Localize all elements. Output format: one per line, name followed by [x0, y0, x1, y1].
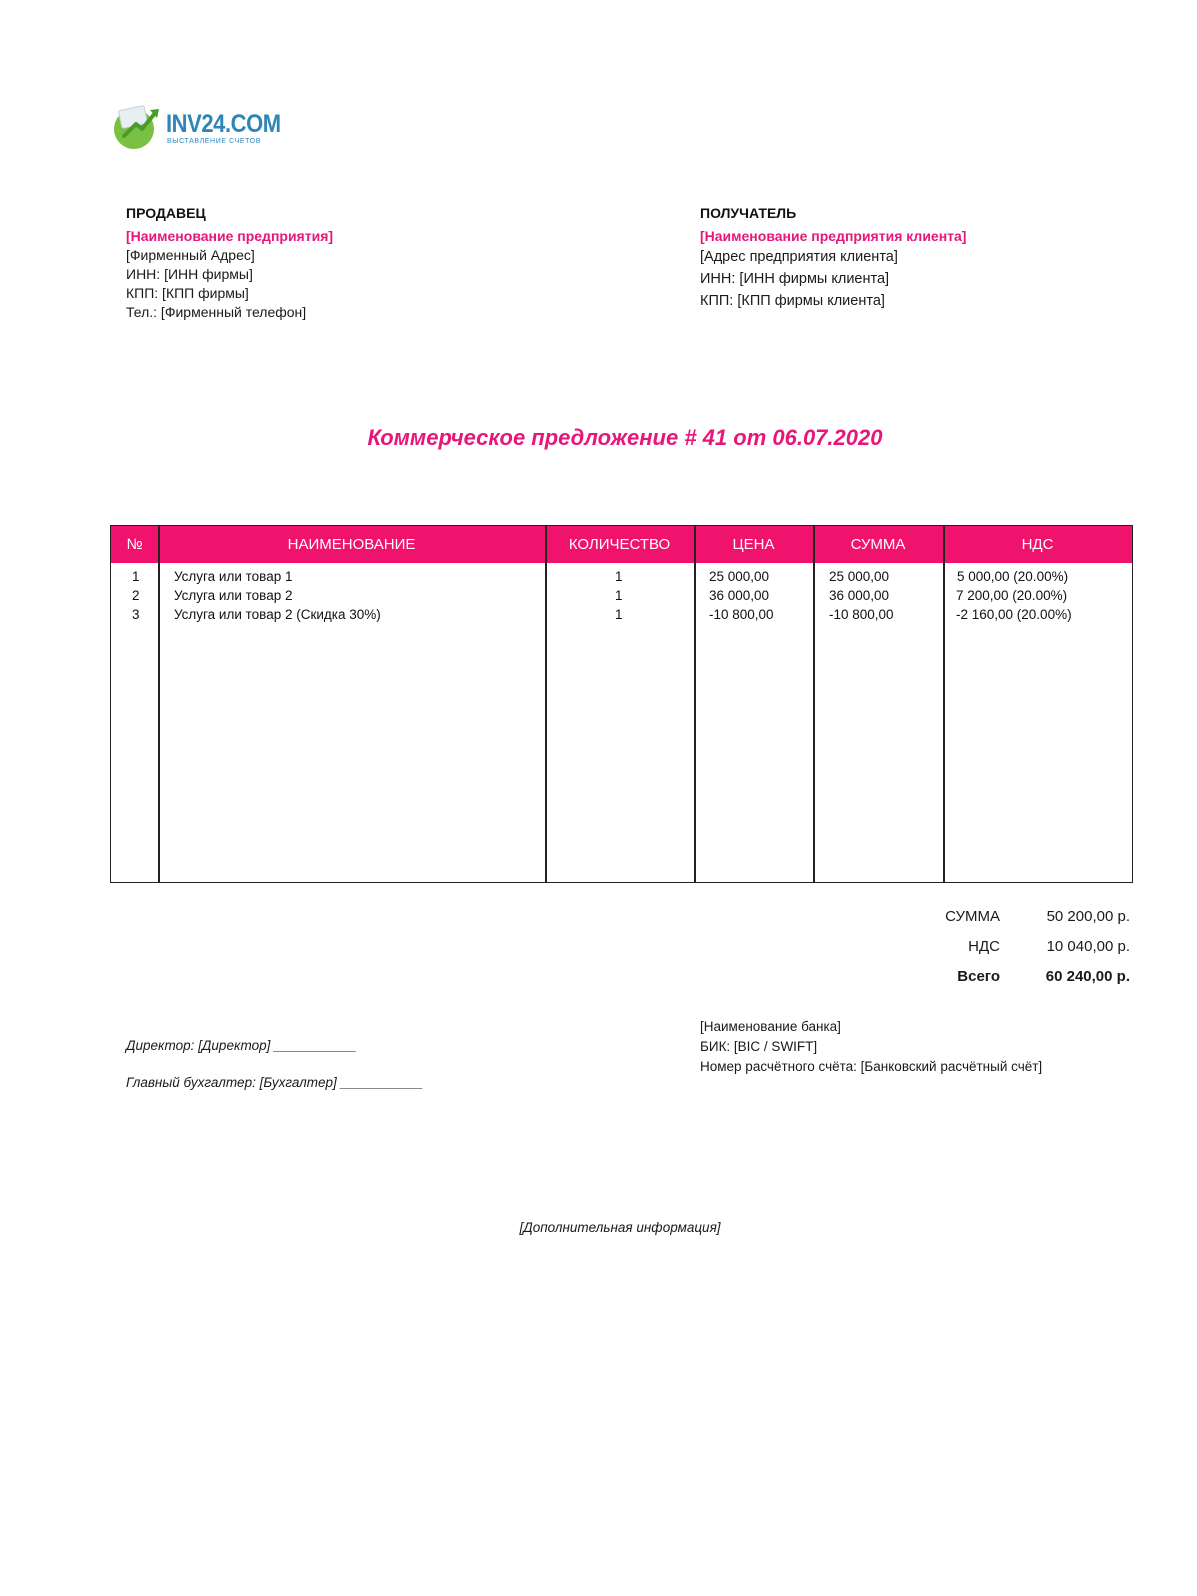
logo-icon: [110, 102, 166, 152]
header-price: ЦЕНА: [732, 536, 775, 553]
totals-vat-value: 10 040,00 р.: [1046, 938, 1130, 955]
row-price: -10 800,00: [709, 607, 774, 622]
director-signature: Директор: [Директор] ___________: [126, 1038, 357, 1053]
buyer-inn: ИНН: [ИНН фирмы клиента]: [700, 271, 890, 287]
row-price: 25 000,00: [709, 569, 770, 584]
items-table: [110, 525, 1133, 883]
row-quantity: 1: [615, 569, 623, 584]
bank-account: Номер расчётного счёта: [Банковский расчётный счёт]: [700, 1059, 1043, 1074]
bank-name: [Наименование банка]: [700, 1019, 841, 1034]
totals-grand-row: [850, 968, 1130, 990]
header-sum: СУММА: [850, 536, 906, 553]
row-quantity: 1: [615, 607, 623, 622]
accountant-signature: Главный бухгалтер: [Бухгалтер] ___________: [126, 1075, 424, 1090]
bank-block: [700, 1017, 1042, 1077]
row-number: 3: [132, 607, 140, 622]
totals-vat-label: НДС: [968, 938, 1000, 955]
row-sum: 25 000,00: [829, 569, 890, 584]
buyer-kpp: КПП: [КПП фирмы клиента]: [700, 293, 885, 309]
row-name: Услуга или товар 1: [174, 569, 293, 584]
row-vat: -2 160,00 (20.00%): [956, 607, 1072, 622]
row-vat: 5 000,00 (20.00%): [957, 569, 1069, 584]
row-number: 2: [132, 588, 140, 603]
bank-bik: БИК: [BIC / SWIFT]: [700, 1039, 818, 1054]
seller-phone: Тел.: [Фирменный телефон]: [126, 304, 307, 320]
row-quantity: 1: [615, 588, 623, 603]
buyer-heading: ПОЛУЧАТЕЛЬ: [700, 205, 797, 221]
row-sum: 36 000,00: [829, 588, 890, 603]
column-divider: [694, 526, 696, 882]
totals-sum-label: СУММА: [945, 908, 1000, 925]
row-number: 1: [132, 569, 140, 584]
seller-inn: ИНН: [ИНН фирмы]: [126, 266, 253, 282]
totals-grand-label: Всего: [957, 968, 1000, 985]
logo-brand: INV24.COM: [166, 110, 281, 138]
document-title: Коммерческое предложение # 41 от 06.07.2020: [367, 425, 883, 450]
seller-heading: ПРОДАВЕЦ: [126, 205, 206, 221]
header-quantity: КОЛИЧЕСТВО: [568, 536, 671, 553]
column-divider: [943, 526, 945, 882]
buyer-block: [700, 204, 966, 312]
seller-company: [Наименование предприятия]: [126, 228, 334, 244]
seller-address: [Фирменный Адрес]: [126, 247, 255, 263]
totals-grand-value: 60 240,00 р.: [1045, 968, 1130, 985]
column-divider: [158, 526, 160, 882]
header-vat: НДС: [1021, 536, 1054, 553]
totals-vat-row: [850, 938, 1130, 960]
logo-tagline: ВЫСТАВЛЕНИЕ СЧЕТОВ: [167, 138, 261, 145]
logo: [110, 102, 280, 152]
row-vat: 7 200,00 (20.00%): [956, 588, 1068, 603]
column-divider: [813, 526, 815, 882]
column-divider: [545, 526, 547, 882]
row-name: Услуга или товар 2: [174, 588, 293, 603]
seller-kpp: КПП: [КПП фирмы]: [126, 285, 249, 301]
row-price: 36 000,00: [709, 588, 770, 603]
additional-info: [Дополнительная информация]: [519, 1220, 721, 1235]
row-sum: -10 800,00: [829, 607, 894, 622]
totals-sum-row: [850, 908, 1130, 930]
seller-block: [126, 204, 333, 322]
buyer-company: [Наименование предприятия клиента]: [700, 228, 967, 244]
row-name: Услуга или товар 2 (Скидка 30%): [174, 607, 381, 622]
header-number: №: [126, 536, 143, 553]
buyer-address: [Адрес предприятия клиента]: [700, 249, 898, 265]
totals-sum-value: 50 200,00 р.: [1046, 908, 1130, 925]
header-name: НАИМЕНОВАНИЕ: [287, 536, 416, 553]
